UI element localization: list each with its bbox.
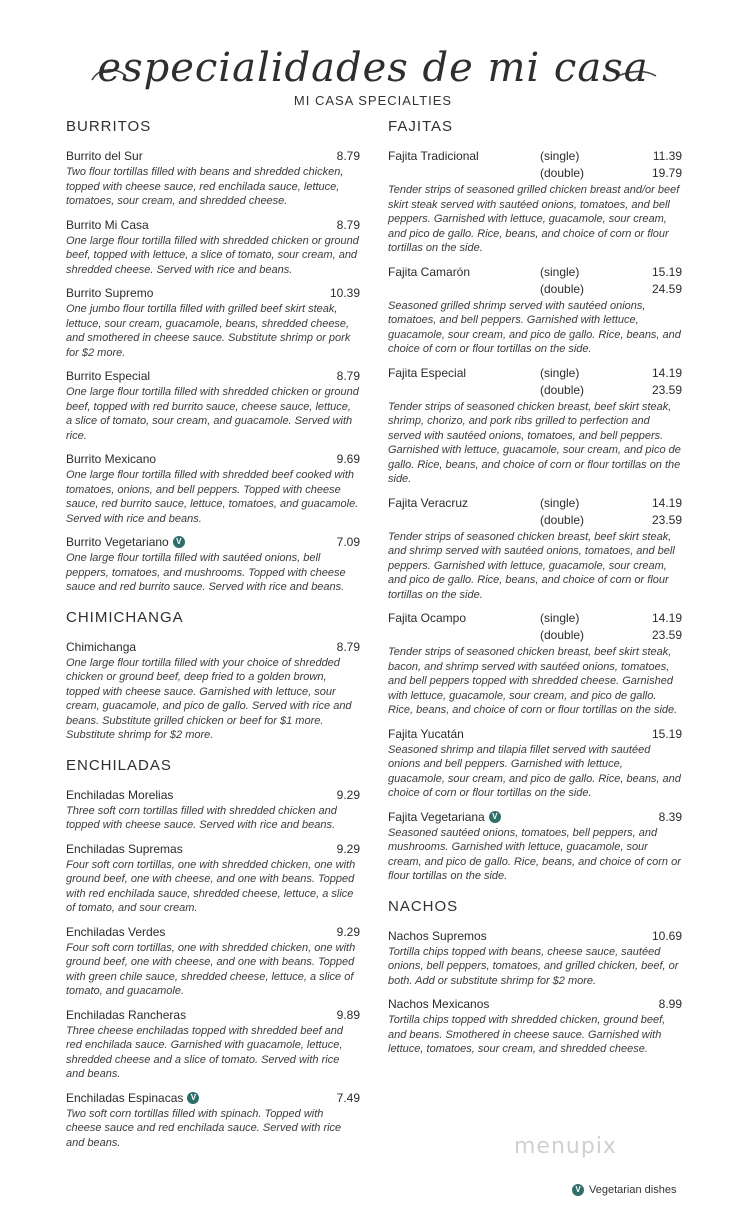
item-price: 14.19 [651,495,682,510]
item-price: 23.59 [651,512,682,527]
menu-item [66,148,360,209]
item-name: Burrito Supremo [66,286,154,300]
size-label: (single) [540,611,580,625]
size-label: (double) [540,382,585,397]
section-title-burritos: BURRITOS [66,118,152,135]
item-price: 23.59 [651,382,682,397]
section-title-chimichanga: CHIMICHANGA [66,608,184,626]
menu-item [388,365,682,487]
menu-item [388,264,682,357]
item-description: Tender strips of seasoned chicken breast, beef skirt steak, shrimp, chorizo, and pork ribs grilled to perfection and served with sautéed onions, tomatoes, and bell peppers. Garnished with lettuce, guacamole, sour cream, and pico de gallo. Rice, beans, and choice of corn or flour tortillas on the side. [388,400,681,485]
size-label: (single) [540,264,580,279]
item-price: 11.39 [652,149,682,163]
item-description: Two flour tortillas filled with beans and shredded chicken, topped with cheese sauce, red enchilada sauce, lettuce, tomatoes, sour cream, and shredded cheese. [66,166,344,207]
menu-item [66,787,360,833]
item-name: Enchiladas Rancheras [66,1007,187,1022]
section-title-nachos: NACHOS [388,897,459,915]
item-price: 10.69 [651,928,682,943]
item-description: Three soft corn tortillas filled with shredded chicken and topped with cheese sauce. Served with rice and beans. [66,804,337,831]
menu-item [388,610,682,718]
item-description: Seasoned sautéed onions, tomatoes, bell peppers, and mushrooms. Garnished with lettuce, guacamole, sour cream, and pico de gallo. Rice, beans, and choice of corn or flour tortillas on the side. [388,826,681,882]
item-description: Tortilla chips topped with beans, cheese sauce, sautéed onions, bell peppers, tomatoes, and grilled chicken, beef, or both. Add or substitute shrimp for $2 more. [388,945,679,987]
item-price: 8.79 [336,639,360,654]
item-name-wrap [66,534,185,550]
menu-item [66,1007,360,1082]
item-name: Enchiladas Verdes [66,924,166,939]
item-name: Chimichanga [66,639,137,654]
menu-item [66,368,360,443]
item-price: 9.89 [336,1007,360,1022]
item-name-wrap [66,1090,199,1106]
item-price: 24.59 [651,281,682,296]
menu-item [66,285,360,360]
menu-item [388,495,682,603]
item-description: One large flour tortilla filled with shredded chicken or ground beef, topped with lettuce, a slice of tomato, sour cream, and shredded cheese. Served with rice and beans. [66,234,359,276]
vegetarian-icon: V [173,536,185,548]
legend-label: Vegetarian dishes [589,1184,677,1196]
item-description: Tender strips of seasoned chicken breast, beef skirt steak, bacon, and shrimp served with sautéed onions, tomatoes, and bell peppers topped with shredded cheese. Garnished with lettuce, guacamole, sour cream, and pico de gallo. Rice, beans, and choice of corn or flour tortillas on the side. [388,646,678,716]
item-description: Seasoned shrimp and tilapia fillet served with sautéed onions and bell peppers. Garnished with lettuce, guacamole, sour cream, and pico de gallo. Rice, beans, and choice of corn or flour tortillas on the side. [388,743,681,799]
menu-item [388,726,682,801]
menu-item [388,928,682,989]
item-price: 8.79 [336,149,360,163]
item-description: Seasoned grilled shrimp served with sautéed onions, tomatoes, and bell peppers. Garnished with lettuce, guacamole, sour cream, and pico de gallo. Rice, beans, and choice of corn or flour tortillas on the side. [388,299,681,355]
item-name-wrap [388,809,501,825]
item-name: Nachos Mexicanos [388,997,490,1011]
size-label: (single) [540,149,580,163]
left-column [66,118,360,1158]
size-label: (double) [540,166,585,180]
vegetarian-icon: V [572,1184,584,1196]
item-name: Fajita Veracruz [388,495,469,510]
menu-item [66,841,360,916]
item-price: 23.59 [651,628,682,642]
item-description: One large flour tortilla filled with shredded chicken or ground beef, topped with red burrito sauce, cheese sauce, lettuce, a slice of tomato, sour cream, and guacamole. Served with rice. [66,386,359,442]
item-description: One large flour tortilla filled with your choice of shredded chicken or ground beef, deep fried to a golden brown, topped with cheese sauce. Garnished with lettuce, sour cream, guacamole, and pico de gallo. Served with rice and beans. Substitute grilled chicken or beef for $1 more. Substitute shrimp for $2 more. [66,656,352,741]
menu-header [0,0,746,115]
item-price: 7.09 [336,535,360,549]
size-label: (double) [540,628,585,642]
item-name: Nachos Supremos [388,928,487,943]
item-price: 19.79 [651,166,682,180]
item-name: Fajita Camarón [388,264,471,279]
item-price: 9.29 [336,841,360,856]
right-column [388,118,682,1065]
menu-item [388,809,682,884]
item-description: One jumbo flour tortilla filled with grilled beef skirt steak, lettuce, sour cream, guacamole, beans, shredded cheese, and smothered in cheese sauce. Substitute shrimp or pork for $2 more. [66,303,351,359]
item-name: Fajita Tradicional [388,149,479,163]
item-name: Burrito Especial [66,369,151,383]
item-name: Enchiladas Supremas [66,841,183,856]
item-name: Fajita Especial [388,365,467,380]
size-label: (double) [540,512,585,527]
menu-item [66,924,360,999]
item-price: 14.19 [651,365,682,380]
item-description: Two soft corn tortillas filled with spinach. Topped with cheese sauce and red enchilada sauce. Served with rice and beans. [66,1107,342,1149]
item-price: 8.39 [658,809,682,824]
item-price: 9.29 [336,924,360,939]
item-name: Fajita Yucatán [388,726,464,741]
item-name: Enchiladas Morelias [66,787,174,802]
item-price: 8.79 [336,217,360,232]
menu-item [66,217,360,278]
item-name: Burrito Vegetariano [66,535,169,549]
item-description: Tender strips of seasoned chicken breast, beef skirt steak, and shrimp served with sautéed onions, tomatoes, and bell peppers. Garnished with lettuce, guacamole, sour cream, and pico de gallo. Rice, beans, and choice of corn or flour tortillas on the side. [388,530,675,601]
item-name: Enchiladas Espinacas [66,1090,184,1105]
item-price: 7.49 [336,1090,360,1105]
menu-item [66,451,360,526]
menupix-watermark: menupix [514,1134,617,1159]
vegetarian-legend [572,1184,676,1196]
menu-item [388,996,682,1057]
menu-item [66,534,360,595]
size-label: (single) [540,495,580,510]
page-subtitle: MI CASA SPECIALTIES [293,93,453,108]
item-description: Four soft corn tortillas, one with shredded chicken, one with ground beef, one with cheese, and one with beans. Topped with red enchilada sauce, shredded cheese, lettuce, a slice of tomato, and sour cream. [66,858,356,914]
item-name: Burrito Mi Casa [66,217,149,232]
menu-item [66,1090,360,1151]
item-price: 8.99 [658,997,682,1011]
item-name: Fajita Ocampo [388,611,467,625]
item-name: Fajita Vegetariana [388,809,485,824]
item-price: 15.19 [651,264,682,279]
page-title: especialidades de mi casa [97,45,649,91]
item-name: Burrito del Sur [66,149,143,163]
item-description: One large flour tortilla filled with shredded beef cooked with tomatoes, onions, and bell peppers. Topped with cheese sauce, red burrito sauce, lettuce, tomatoes, and guacamole. Served with rice and beans. [66,469,359,525]
item-price: 9.29 [336,787,360,802]
section-title-fajitas: FAJITAS [388,118,454,135]
item-price: 10.39 [329,286,360,300]
menu-item [388,148,682,256]
item-description: Tender strips of seasoned grilled chicken breast and/or beef skirt steak served with sautéed onions, tomatoes, and bell peppers. Garnished with lettuce, guacamole, sour cream, and pico de gallo. Rice, beans, and choice of corn or flour tortillas on the side. [388,184,680,254]
item-price: 8.79 [336,369,360,383]
vegetarian-icon: V [489,811,501,823]
item-price: 14.19 [651,611,682,625]
section-title-enchiladas: ENCHILADAS [66,756,172,774]
size-label: (single) [540,365,580,380]
vegetarian-icon: V [187,1092,199,1104]
menu-item [66,639,360,743]
item-description: Three cheese enchiladas topped with shredded beef and red enchilada sauce. Garnished with guacamole, lettuce, shredded cheese and a slice of tomato. Served with rice and beans. [66,1024,344,1080]
item-description: Four soft corn tortillas, one with shredded chicken, one with ground beef, one with cheese, and one with beans. Topped with green chile sauce, shredded cheese, lettuce, a slice of tomato, and guacamole. [66,941,356,997]
item-description: One large flour tortilla filled with sautéed onions, bell peppers, tomatoes, and mushrooms. Topped with cheese sauce and red burrito sauce. Served with rice and beans. [66,552,346,593]
size-label: (double) [540,281,585,296]
item-price: 15.19 [651,726,682,741]
item-name: Burrito Mexicano [66,452,157,466]
item-price: 9.69 [336,452,360,466]
item-description: Tortilla chips topped with shredded chicken, ground beef, and beans. Smothered in cheese sauce. Garnished with lettuce, tomatoes, sour cream, and shredded cheese. [388,1014,666,1055]
